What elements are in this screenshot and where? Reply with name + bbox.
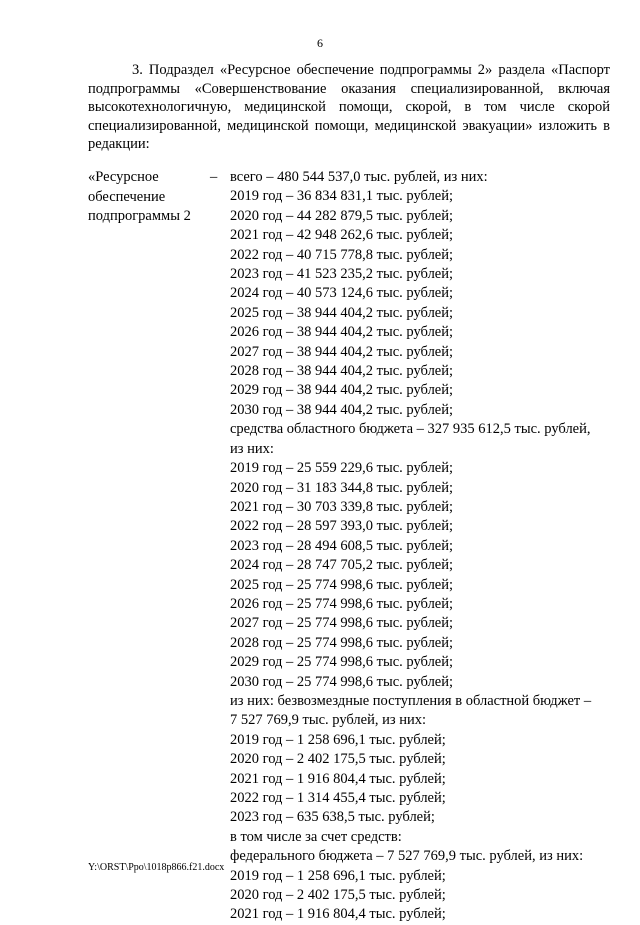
funding-line: 2024 год – 40 573 124,6 тыс. рублей;: [230, 285, 454, 302]
funding-line: 2025 год – 38 944 404,2 тыс. рублей;: [230, 304, 454, 321]
intro-text: 3. Подраздел «Ресурсное обеспечение подпрограммы 2» раздела «Паспорт подпрограммы «Совершенствование оказания специализированной, включая высокотехнологичную, медицинской помощи, скорой, в том числе скорой специализированной, медицинской помощи, медицинской эвакуации» изложить в редакции:: [88, 62, 610, 152]
funding-line: федерального бюджета – 7 527 769,9 тыс. рублей, из них:: [230, 848, 584, 865]
label-line: «Ресурсное: [88, 169, 159, 185]
funding-line: 2026 год – 38 944 404,2 тыс. рублей;: [230, 324, 454, 341]
funding-line: всего – 480 544 537,0 тыс. рублей, из них:: [230, 169, 488, 185]
funding-line: 7 527 769,9 тыс. рублей, из них:: [230, 712, 426, 729]
funding-line: 2030 год – 25 774 998,6 тыс. рублей;: [230, 673, 454, 690]
funding-line: в том числе за счет средств:: [230, 828, 402, 845]
funding-line: 2025 год – 25 774 998,6 тыс. рублей;: [230, 576, 454, 593]
funding-line: 2019 год – 36 834 831,1 тыс. рублей;: [230, 188, 454, 205]
funding-line: 2021 год – 1 916 804,4 тыс. рублей;: [230, 906, 446, 923]
funding-line: 2029 год – 38 944 404,2 тыс. рублей;: [230, 382, 454, 399]
funding-line: 2019 год – 1 258 696,1 тыс. рублей;: [230, 867, 446, 884]
intro-paragraph: [88, 61, 610, 154]
resource-label: [88, 168, 213, 227]
funding-line: из них:: [230, 440, 274, 457]
funding-line: 2020 год – 44 282 879,5 тыс. рублей;: [230, 207, 454, 224]
funding-line: 2021 год – 30 703 339,8 тыс. рублей;: [230, 498, 454, 515]
funding-line: 2023 год – 28 494 608,5 тыс. рублей;: [230, 537, 454, 554]
label-line: подпрограммы 2: [88, 208, 191, 224]
funding-line: 2023 год – 41 523 235,2 тыс. рублей;: [230, 266, 454, 283]
funding-line: 2023 год – 635 638,5 тыс. рублей;: [230, 809, 435, 826]
funding-line: 2020 год – 31 183 344,8 тыс. рублей;: [230, 479, 454, 496]
funding-line: 2019 год – 1 258 696,1 тыс. рублей;: [230, 731, 446, 748]
funding-line: 2026 год – 25 774 998,6 тыс. рублей;: [230, 595, 454, 612]
funding-line: из них: безвозмездные поступления в областной бюджет –: [230, 692, 592, 709]
funding-line: 2029 год – 25 774 998,6 тыс. рублей;: [230, 654, 454, 671]
file-path-footer: Y:\ORST\Ppo\1018p866.f21.docx: [88, 862, 225, 873]
resource-values: [230, 168, 615, 925]
funding-line: 2020 год – 2 402 175,5 тыс. рублей;: [230, 887, 446, 904]
page-number: 6: [317, 36, 323, 50]
funding-line: 2028 год – 38 944 404,2 тыс. рублей;: [230, 363, 454, 380]
label-dash: –: [210, 169, 218, 185]
funding-line: 2021 год – 1 916 804,4 тыс. рублей;: [230, 770, 446, 787]
funding-line: 2027 год – 25 774 998,6 тыс. рублей;: [230, 615, 454, 632]
funding-line: 2022 год – 1 314 455,4 тыс. рублей;: [230, 790, 446, 806]
funding-line: 2024 год – 28 747 705,2 тыс. рублей;: [230, 557, 454, 574]
funding-line: 2030 год – 38 944 404,2 тыс. рублей;: [230, 401, 454, 418]
funding-line: 2022 год – 28 597 393,0 тыс. рублей;: [230, 518, 454, 535]
funding-line: 2019 год – 25 559 229,6 тыс. рублей;: [230, 460, 454, 477]
funding-line: 2022 год – 40 715 778,8 тыс. рублей;: [230, 246, 454, 263]
funding-line: средства областного бюджета – 327 935 612,5 тыс. рублей,: [230, 421, 591, 438]
funding-line: 2021 год – 42 948 262,6 тыс. рублей;: [230, 227, 454, 244]
funding-line: 2027 год – 38 944 404,2 тыс. рублей;: [230, 343, 454, 360]
label-line: обеспечение: [88, 188, 166, 205]
funding-line: 2020 год – 2 402 175,5 тыс. рублей;: [230, 751, 446, 768]
funding-line: 2028 год – 25 774 998,6 тыс. рублей;: [230, 634, 454, 651]
